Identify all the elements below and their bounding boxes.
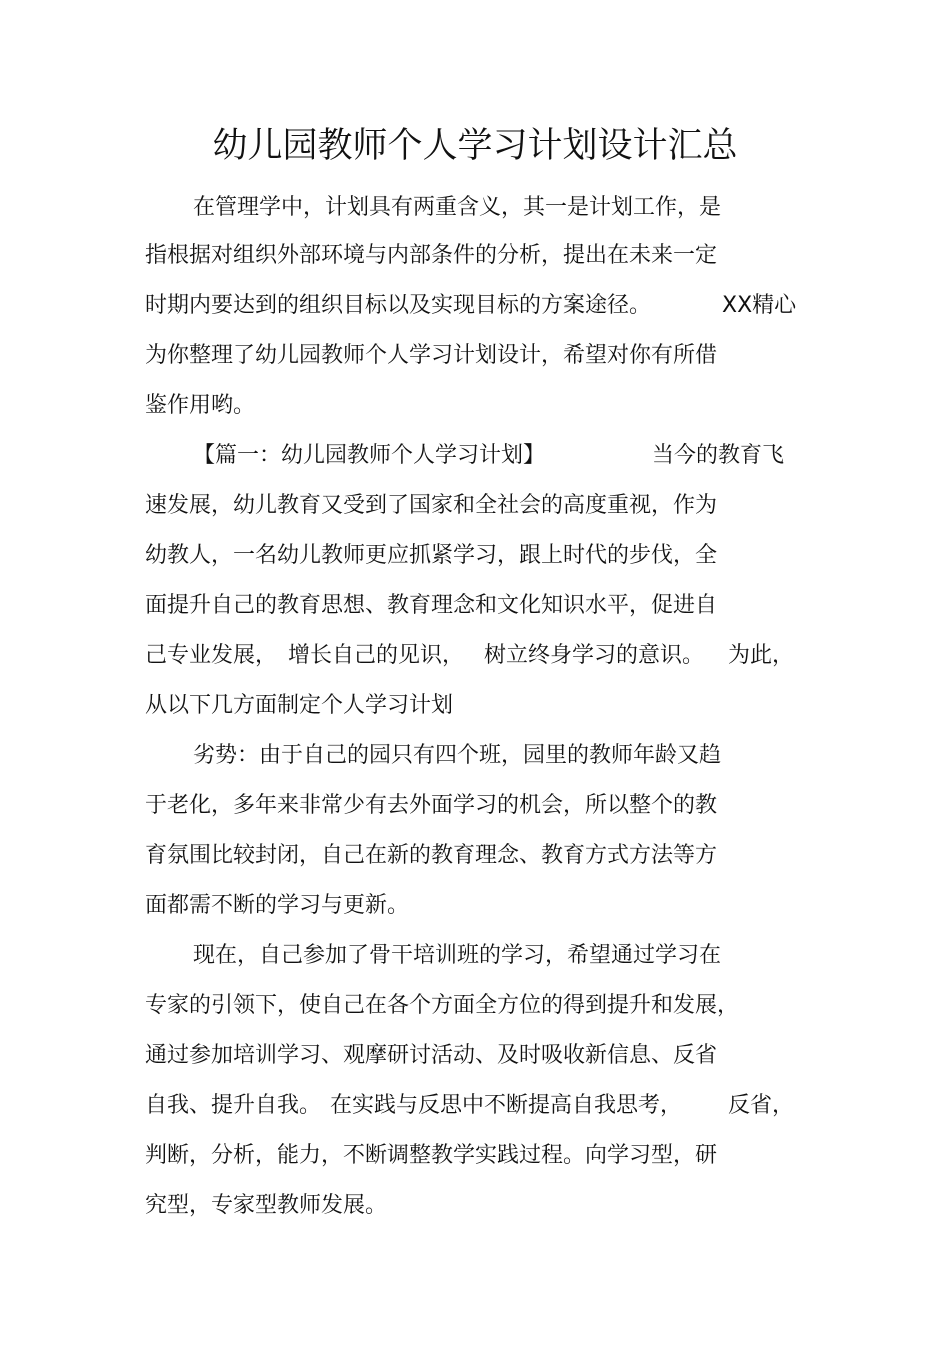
section-heading: 【篇一：幼儿园教师个人学习计划】	[193, 443, 546, 468]
paragraph-line: 劣势：由于自己的园只有四个班，园里的教师年龄又趋	[193, 743, 722, 768]
paragraph-line: 指根据对组织外部环境与内部条件的分析，提出在未来一定	[145, 243, 718, 268]
paragraph-line: 育氛围比较封闭，自己在新的教育理念、教育方式方法等方	[145, 843, 718, 868]
paragraph-line: 为你整理了幼儿园教师个人学习计划设计，希望对你有所借	[145, 343, 718, 368]
paragraph-line-fragment: 在实践与反思中不断提高自我思考，	[330, 1093, 683, 1118]
paragraph-line: 判断，分析，能力，不断调整教学实践过程。向学习型，研	[145, 1143, 718, 1168]
paragraph-line-fragment: 增长自己的见识，	[288, 643, 465, 668]
paragraph-line-fragment: 为此，	[728, 643, 795, 668]
paragraph-line-fragment: 树立终身学习的意识。	[484, 643, 705, 668]
paragraph-line: 从以下几方面制定个人学习计划	[145, 693, 454, 718]
paragraph-line-fragment: 当今的教育飞	[652, 443, 785, 468]
paragraph-line: 在管理学中，计划具有两重含义，其一是计划工作，是	[193, 195, 722, 220]
paragraph-line: 鉴作用哟。	[145, 393, 256, 418]
paragraph-line: 究型，专家型教师发展。	[145, 1193, 388, 1218]
paragraph-line: 于老化，多年来非常少有去外面学习的机会，所以整个的教	[145, 793, 718, 818]
paragraph-line: 幼教人，一名幼儿教师更应抓紧学习，跟上时代的步伐，全	[145, 543, 718, 568]
paragraph-line-fragment: 自我、提升自我。	[145, 1093, 322, 1118]
paragraph-line-fragment: 反省，	[728, 1093, 795, 1118]
paragraph-line: 面都需不断的学习与更新。	[145, 893, 410, 918]
paragraph-line: 面提升自己的教育思想、教育理念和文化知识水平，促进自	[145, 593, 718, 618]
paragraph-line: 通过参加培训学习、观摩研讨活动、及时吸收新信息、反省	[145, 1043, 718, 1068]
paragraph-line: 专家的引领下，使自己在各个方面全方位的得到提升和发展，	[145, 993, 740, 1018]
document-title: 幼儿园教师个人学习计划设计汇总	[212, 126, 738, 166]
paragraph-line: 时期内要达到的组织目标以及实现目标的方案途径。	[145, 293, 652, 318]
paragraph-line-fragment: 己专业发展，	[145, 643, 278, 668]
paragraph-line: 现在，自己参加了骨干培训班的学习，希望通过学习在	[193, 943, 722, 968]
paragraph-line: 速发展，幼儿教育又受到了国家和全社会的高度重视，作为	[145, 493, 718, 518]
paragraph-line-fragment: XX精心	[722, 293, 797, 318]
